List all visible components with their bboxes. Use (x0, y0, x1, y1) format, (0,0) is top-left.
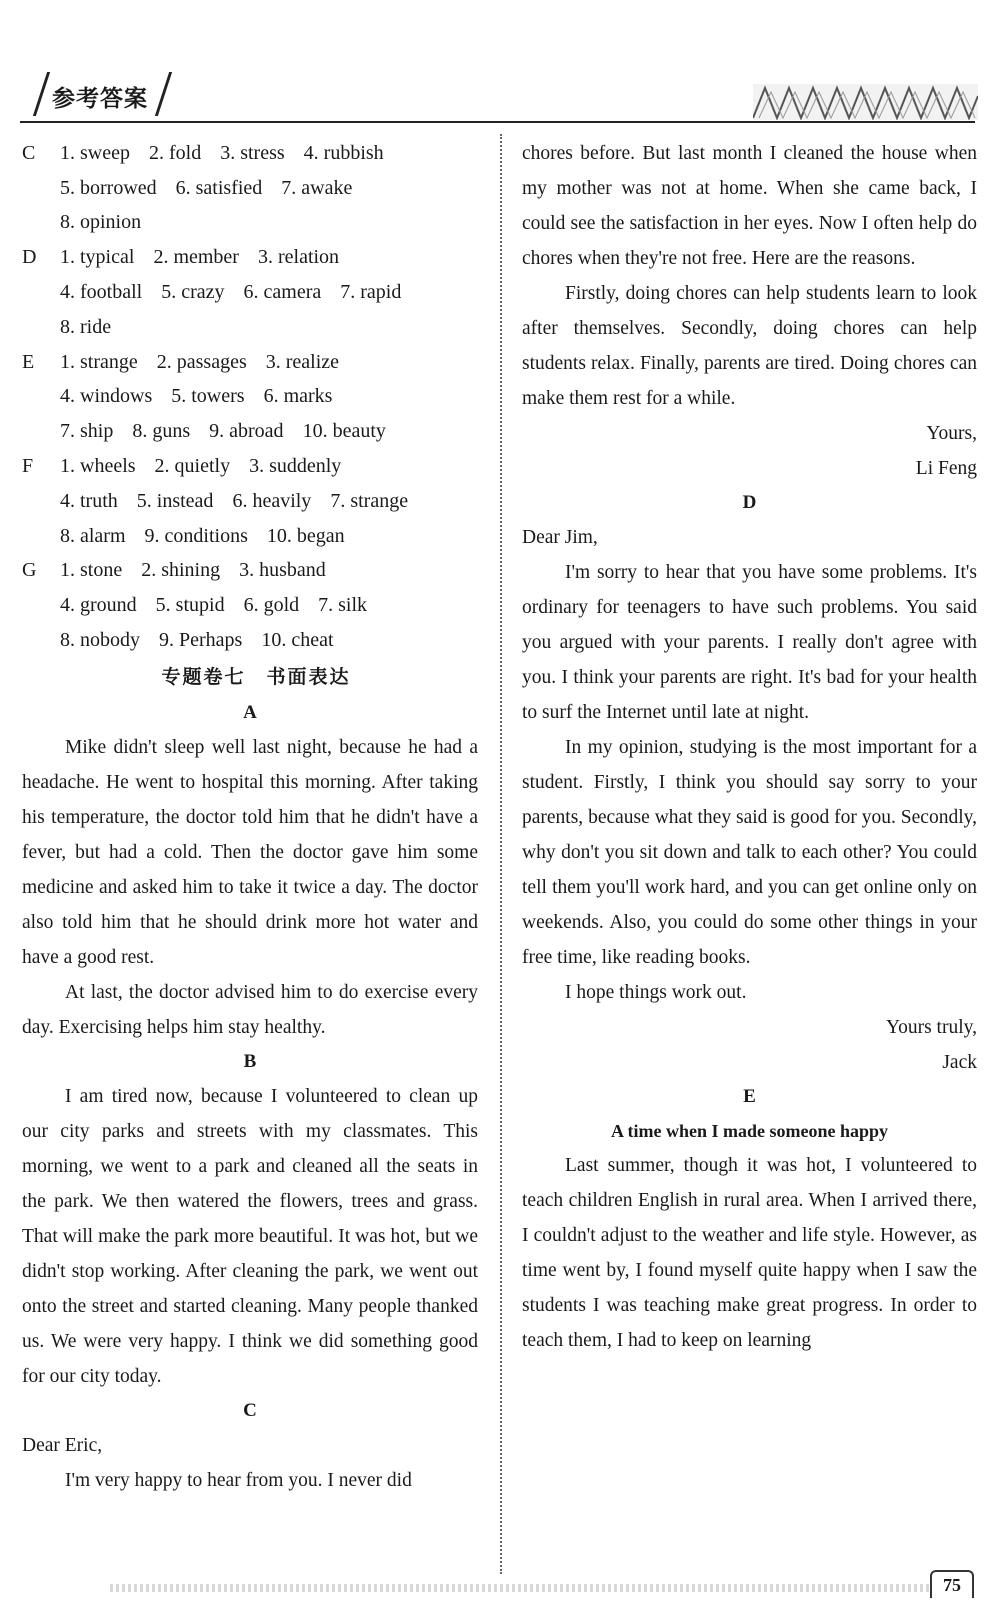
answer-item: 8. nobody (60, 629, 140, 652)
answer-item: 4. truth (60, 489, 118, 512)
answer-letter: D (22, 246, 37, 269)
answer-letter: E (22, 350, 35, 373)
answer-letter: C (22, 141, 36, 164)
essay-c-label: C (243, 1399, 257, 1421)
answer-item: 2. quietly (154, 455, 231, 478)
answer-item: 1. strange (60, 350, 138, 373)
essay-b-paragraph-1: I am tired now, because I volunteered to clean up our city parks and streets with my classmates. This morning, we went to a park and cleaned all the seats in the park. We then watered the flowers, trees and grass. That will make the park more beautiful. It was hot, but we didn't stop working. After cleaning the park, we went out onto the street and started cleaning. Many people thanked us. We were very happy. I think we did something good for our city today. (22, 1085, 478, 1387)
answer-item: 6. heavily (232, 489, 312, 512)
answer-item: 2. fold (148, 141, 202, 164)
answer-item: 9. conditions (144, 524, 248, 547)
header-title: 参考答案 (52, 86, 148, 112)
essay-e-title: A time when I made someone happy (610, 1121, 888, 1141)
essay-a-label: A (243, 701, 257, 723)
left-column (22, 136, 478, 1498)
footer-stripe (110, 1584, 930, 1592)
answer-item: 2. member (153, 246, 239, 269)
answer-row (22, 519, 478, 554)
answer-row (22, 414, 478, 449)
answer-item: 5. stupid (155, 594, 225, 617)
answer-item: 5. crazy (161, 281, 225, 304)
answer-row (22, 345, 478, 380)
answer-item: 7. awake (281, 176, 353, 199)
answer-item: 6. camera (243, 281, 322, 304)
answer-item: 9. Perhaps (159, 629, 243, 652)
answer-row (22, 554, 478, 589)
page-header (0, 0, 996, 128)
essay-e-label: E (743, 1086, 756, 1107)
essay-c-greeting: Dear Eric, (22, 1434, 103, 1456)
essay-c-paragraph-2: Firstly, doing chores can help students learn to look after themselves. Secondly, doing chores can help students relax. Finally, parents are tired. Doing chores can make them rest for a while. (522, 283, 977, 409)
page-footer (0, 1574, 996, 1600)
answer-letter: F (22, 455, 34, 478)
answer-item: 9. abroad (209, 420, 284, 443)
answer-item: 5. borrowed (60, 176, 157, 199)
answer-row (22, 275, 478, 310)
answer-item: 10. began (266, 524, 345, 547)
answer-item: 7. ship (60, 420, 114, 443)
answer-item: 4. rubbish (303, 141, 384, 164)
page-number: 75 (930, 1570, 974, 1598)
answer-item: 8. opinion (60, 211, 142, 234)
answer-item: 1. stone (60, 559, 123, 582)
essay-c-closing: Yours, (926, 423, 977, 444)
answer-row (22, 171, 478, 206)
essay-d-paragraph-1: I'm sorry to hear that you have some problems. It's ordinary for teenagers to have such problems. You said you argued with your parents. I really don't agree with you. I think your parents are right. It's bad for your health to surf the Internet until late at night. (522, 562, 977, 723)
answer-item: 6. marks (263, 385, 333, 408)
header-slash-left (33, 72, 50, 116)
essay-c-paragraph-1-continued: chores before. But last month I cleaned the house when my mother was not at home. When she came back, I could see the satisfaction in her eyes. Now I often help do chores when they're not free. Here are the reasons. (522, 143, 977, 269)
answer-item: 7. strange (330, 489, 409, 512)
answer-item: 5. towers (171, 385, 245, 408)
answer-item: 4. windows (60, 385, 153, 408)
answer-group-f (22, 449, 478, 553)
answer-row (22, 588, 478, 623)
essay-e-paragraph-1: Last summer, though it was hot, I volunteered to teach children English in rural area. When I arrived there, I couldn't adjust to the weather and life style. However, as time went by, I found myself quite happy when I saw the students I was teaching make great progress. In order to teach them, I had to keep on learning (522, 1155, 977, 1351)
essay-d-paragraph-2: In my opinion, studying is the most important for a student. Firstly, I think you should say sorry to your parents, because what they said is good for you. Secondly, why don't you sit down and talk to each other? You could tell them you'll work hard, and you can get online only on weekends. Also, you could do some other things in your free time, like reading books. (522, 737, 977, 968)
answer-row (22, 240, 478, 275)
answer-item: 1. typical (60, 246, 135, 269)
answer-item: 8. guns (132, 420, 191, 443)
answer-item: 1. wheels (60, 455, 136, 478)
answer-item: 4. ground (60, 594, 137, 617)
answer-group-g (22, 554, 478, 658)
answer-item: 4. football (60, 281, 143, 304)
answer-item: 7. silk (318, 594, 368, 617)
essay-d-closing: Yours truly, (885, 1017, 977, 1038)
answer-item: 3. husband (239, 559, 326, 582)
answer-row (22, 380, 478, 415)
header-rule (20, 121, 975, 123)
essay-a-paragraph-2: At last, the doctor advised him to do exercise every day. Exercising helps him stay healthy. (22, 981, 478, 1038)
answer-item: 6. gold (243, 594, 300, 617)
answer-row (22, 449, 478, 484)
essay-b-label: B (243, 1050, 257, 1072)
header-zigzag-decoration (753, 84, 978, 120)
answer-item: 6. satisfied (175, 176, 263, 199)
answer-item: 3. stress (220, 141, 285, 164)
essay-d-label: D (742, 492, 757, 513)
answer-group-d (22, 240, 478, 344)
answer-item: 2. shining (141, 559, 221, 582)
essay-a-paragraph-1: Mike didn't sleep well last night, because he had a headache. He went to hospital this morning. After taking his temperature, the doctor told him that he didn't have a fever, but had a cold. Then the doctor gave him some medicine and asked him to take it twice a day. The doctor also told him that he should drink more hot water and have a good rest. (22, 736, 478, 968)
answer-group-e (22, 345, 478, 449)
answer-item: 10. beauty (302, 420, 386, 443)
answer-row (22, 623, 478, 658)
right-column (522, 136, 977, 1358)
answer-item: 5. instead (136, 489, 214, 512)
answer-row (22, 206, 478, 241)
answer-row (22, 484, 478, 519)
essay-c-paragraph-1-start: I'm very happy to hear from you. I never did (65, 1469, 412, 1491)
answer-letter: G (22, 559, 37, 582)
answer-item: 3. realize (265, 350, 340, 373)
answer-item: 10. cheat (261, 629, 334, 652)
answer-row (22, 310, 478, 345)
answer-item: 7. rapid (340, 281, 402, 304)
essay-d-paragraph-3: I hope things work out. (565, 982, 747, 1003)
section-title: 专题卷七 书面表达 (161, 665, 351, 688)
answer-item: 1. sweep (60, 141, 130, 164)
column-divider (500, 134, 502, 1574)
essay-d-greeting: Dear Jim, (522, 527, 598, 548)
answer-item: 8. ride (60, 315, 112, 338)
answer-item: 3. relation (257, 246, 340, 269)
answer-row (22, 136, 478, 171)
header-slash-right (155, 72, 172, 116)
answer-item: 8. alarm (60, 524, 126, 547)
essay-d-signature: Jack (942, 1052, 977, 1073)
essay-c-signature: Li Feng (915, 458, 977, 479)
answer-group-c (22, 136, 478, 240)
answer-item: 2. passages (156, 350, 247, 373)
answer-item: 3. suddenly (249, 455, 342, 478)
